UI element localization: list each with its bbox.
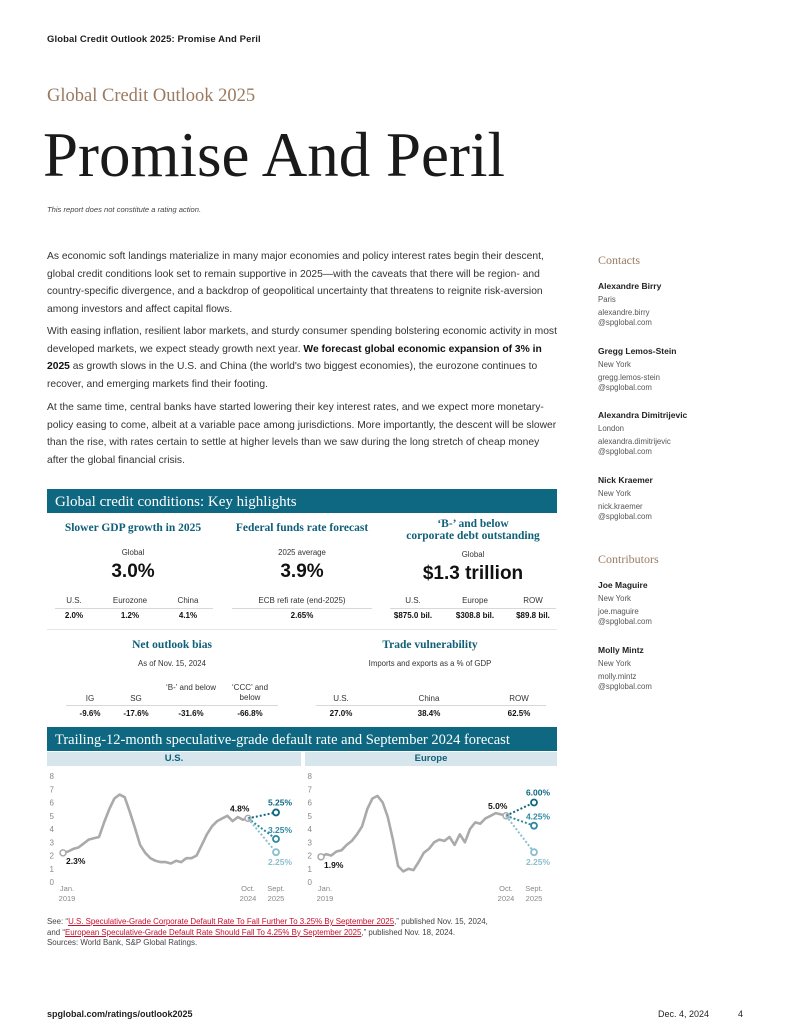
outlook-title: Net outlook bias (132, 639, 212, 651)
link-us-default-report[interactable]: U.S. Speculative-Grade Corporate Default Rate To Fall Further To 3.25% By September 2025 (68, 917, 395, 926)
contact-card (598, 281, 758, 329)
contact-email[interactable]: nick.kraemer (598, 501, 643, 511)
chart-europe (305, 770, 557, 910)
source-notes: See: “U.S. Speculative-Grade Corporate Default Rate To Fall Further To 3.25% By September 2025,” published Nov. 15, 2024, and “European Speculative-Grade Default Rate Should Fall To 4.25% By September 2025,” published Nov. 18, 2024. Sources: World Bank, S&P Global Ratings. (47, 917, 577, 949)
outlook-label: ‘B-’ and below (166, 683, 216, 692)
bdebt-label: U.S. (405, 596, 421, 605)
x-tick-label: 2024 (497, 894, 515, 903)
outlook-label: ‘CCC’ and below (231, 683, 269, 702)
bdebt-value-us: $875.0 bil. (393, 611, 433, 620)
fed-title: Federal funds rate forecast (235, 522, 369, 534)
contacts-heading: Contacts (598, 253, 640, 267)
forecast-point-base (273, 836, 279, 842)
contact-email-domain[interactable]: @spglobal.com (598, 383, 652, 392)
contributor-email[interactable]: joe.maguire (598, 606, 639, 616)
body-paragraph-3: At the same time, central banks have started lowering their key interest rates, and we expect more monetary-policy easing to come, albeit at a variable pace among jurisdictions. More importantly, the descent will be slower than the rise, with rates certain to settle at higher levels than we saw during the long stretch of cheap money after the global financial crisis. (47, 402, 557, 466)
forecast-point-optimistic (273, 849, 279, 855)
contact-name: Nick Kraemer (598, 475, 653, 485)
page-title: Promise And Peril (43, 120, 506, 190)
default-rate-line (321, 796, 506, 872)
gdp-value: 3.0% (111, 561, 155, 582)
chart-us (47, 770, 301, 910)
y-tick-label: 8 (49, 772, 54, 781)
contact-email-domain[interactable]: @spglobal.com (598, 447, 652, 456)
x-tick-label: 2025 (267, 894, 285, 903)
body-paragraph-2: With easing inflation, resilient labor markets, and sturdy consumer spending bolstering economic activity in most developed markets, we expect steady growth next year. We forecast global economic expansion of 3% in 2025 as growth slows in the U.S. and China (the world's two biggest economies), the eurozone continues to recover, and emerging markets find their footing. (47, 326, 557, 390)
forecast-point-base (531, 823, 537, 829)
contributor-name: Molly Mintz (598, 645, 644, 655)
contact-city: Paris (598, 295, 616, 304)
link-europe-default-report[interactable]: European Speculative-Grade Default Rate Should Fall To 4.25% By September 2025 (65, 927, 362, 937)
x-tick-label: Oct. (499, 884, 513, 893)
forecast-label-base: 3.25% (267, 824, 293, 835)
divider (47, 629, 557, 630)
y-tick-label: 5 (49, 811, 54, 821)
trade-value-china: 38.4% (417, 709, 441, 718)
forecast-line-pessimistic (248, 812, 276, 818)
y-tick-label: 5 (307, 811, 312, 821)
trade-label: ROW (509, 694, 529, 703)
bdebt-subtitle: Global (461, 550, 485, 559)
highlights-band: Global credit conditions: Key highlights (47, 489, 557, 513)
bdebt-label: ROW (523, 596, 543, 605)
contributor-card (598, 645, 758, 693)
page-number: 4 (738, 1009, 744, 1019)
forecast-point-optimistic (531, 849, 537, 855)
x-tick-label: Jan. (59, 884, 75, 893)
ecb-label: ECB refi rate (end-2025) (258, 596, 346, 605)
bdebt-block (388, 518, 558, 585)
outlook-subtitle: As of Nov. 15, 2024 (138, 659, 206, 668)
trade-label: U.S. (333, 694, 349, 703)
contact-name: Gregg Lemos-Stein (598, 346, 677, 356)
contact-city: New York (598, 360, 631, 369)
y-tick-label: 3 (49, 838, 54, 848)
trade-value-us: 27.0% (329, 709, 353, 718)
divider (55, 608, 213, 609)
contact-card (598, 346, 758, 394)
fed-value: 3.9% (280, 561, 324, 582)
outlook-label: SG (130, 694, 142, 703)
bdebt-title: ‘B-’ and below (437, 518, 509, 530)
contact-email[interactable]: alexandre.birry (598, 307, 650, 317)
outlook-value-ccc: -66.8% (237, 709, 263, 718)
footer-date: Dec. 4, 2024 (658, 1009, 710, 1019)
x-tick-label: 2019 (316, 894, 334, 903)
contributors-heading: Contributors (598, 552, 659, 566)
contributor-name: Joe Maguire (598, 580, 648, 590)
y-tick-label: 6 (307, 798, 312, 808)
chart-title-europe: Europe (305, 752, 557, 766)
bdebt-value-row: $89.8 bil. (516, 611, 550, 620)
y-tick-label: 2 (307, 851, 312, 861)
contact-card (598, 475, 758, 523)
trade-value-row: 62.5% (507, 709, 531, 718)
x-tick-label: Oct. (241, 884, 255, 893)
trade-subtitle: Imports and exports as a % of GDP (368, 659, 492, 668)
contact-email-domain[interactable]: @spglobal.com (598, 318, 652, 327)
forecast-label-pessimistic: 6.00% (525, 787, 551, 798)
outlook-value-sg: -17.6% (123, 709, 149, 718)
chart-title-us: U.S. (47, 752, 301, 766)
x-tick-label: Sept. (525, 884, 543, 893)
x-tick-label: 2019 (58, 894, 76, 903)
last-value-label: 4.8% (230, 803, 250, 814)
start-value-label: 2.3% (66, 855, 86, 866)
gdp-value-us: 2.0% (64, 611, 84, 620)
y-tick-label: 0 (307, 878, 312, 887)
contact-email-domain[interactable]: @spglobal.com (598, 512, 652, 521)
gdp-value-china: 4.1% (178, 611, 198, 620)
running-header: Global Credit Outlook 2025: Promise And Peril (47, 34, 261, 45)
forecast-point-pessimistic (273, 809, 279, 815)
outlook-value-b: -31.6% (178, 709, 204, 718)
bdebt-title-2: corporate debt outstanding (406, 530, 540, 542)
outlook-block (52, 639, 292, 668)
body-paragraph-1: As economic soft landings materialize in many major economies and policy interest rates begin their descent, global credit conditions look set to remain supportive in 2025—with the caveats that there will be region- and country-specific divergence, and a backdrop of geopolitical uncertainty that threatens to reignite risk-aversion among investors and affect capital flows. (47, 251, 544, 315)
trade-block (300, 639, 560, 668)
y-tick-label: 4 (307, 825, 312, 834)
y-tick-label: 4 (49, 825, 54, 834)
default-rate-line (63, 795, 248, 864)
gdp-label: U.S. (66, 596, 82, 605)
gdp-label: Eurozone (112, 596, 148, 605)
default-rate-band: Trailing-12-month speculative-grade default rate and September 2024 forecast (47, 727, 557, 751)
x-tick-label: 2024 (239, 894, 257, 903)
y-tick-label: 3 (307, 838, 312, 848)
report-kicker: Global Credit Outlook 2025 (47, 86, 256, 106)
gdp-label: China (177, 596, 199, 605)
footer-url[interactable]: spglobal.com/ratings/outlook2025 (47, 1009, 193, 1019)
contact-email[interactable]: gregg.lemos-stein (598, 372, 660, 382)
forecast-label-base: 4.25% (525, 811, 551, 822)
contributor-card (598, 580, 758, 628)
last-value-label: 5.0% (488, 800, 508, 811)
sources-line: Sources: World Bank, S&P Global Ratings. (47, 938, 198, 947)
bdebt-label: Europe (462, 596, 488, 605)
gdp-title: Slower GDP growth in 2025 (64, 522, 202, 534)
forecast-label-optimistic: 2.25% (525, 857, 551, 868)
disclaimer: This report does not constitute a rating action. (47, 205, 202, 214)
outlook-label: IG (85, 694, 95, 703)
contributor-email[interactable]: molly.mintz (598, 671, 637, 681)
y-tick-label: 2 (49, 851, 54, 861)
divider (390, 608, 556, 609)
x-tick-label: Sept. (267, 884, 285, 893)
bdebt-value: $1.3 trillion (422, 563, 524, 584)
y-tick-label: 7 (307, 785, 312, 795)
ecb-value: 2.65% (290, 611, 314, 620)
forecast-label-optimistic: 2.25% (267, 857, 293, 868)
contributor-city: New York (598, 594, 631, 603)
chart-europe-svg (305, 770, 557, 910)
divider (316, 705, 546, 706)
contributor-email-domain[interactable]: @spglobal.com (598, 682, 652, 691)
contact-city: New York (598, 489, 631, 498)
x-tick-label: Jan. (317, 884, 333, 893)
start-value-label: 1.9% (324, 859, 344, 870)
gdp-block (52, 522, 214, 583)
y-tick-label: 7 (49, 785, 54, 795)
fed-subtitle: 2025 average (278, 548, 326, 557)
trade-title: Trade vulnerability (382, 639, 478, 651)
contact-email[interactable]: alexandra.dimitrijevic (598, 436, 671, 446)
forecast-label-pessimistic: 5.25% (267, 797, 293, 808)
contributor-city: New York (598, 659, 631, 668)
gdp-value-eurozone: 1.2% (120, 611, 140, 620)
trade-label: China (418, 694, 440, 703)
gdp-subtitle: Global (121, 548, 145, 557)
contributor-email-domain[interactable]: @spglobal.com (598, 617, 652, 626)
y-tick-label: 6 (49, 798, 54, 808)
y-tick-label: 8 (307, 772, 312, 781)
bdebt-value-europe: $308.8 bil. (455, 611, 495, 620)
contact-name: Alexandra Dimitrijevic (598, 410, 688, 420)
divider (232, 608, 372, 609)
y-tick-label: 0 (49, 878, 54, 887)
contact-name: Alexandre Birry (598, 281, 662, 291)
divider (66, 705, 278, 706)
contact-city: London (598, 424, 625, 433)
chart-us-svg (47, 770, 301, 910)
outlook-value-ig: -9.6% (79, 709, 101, 718)
x-tick-label: 2025 (525, 894, 543, 903)
y-tick-label: 1 (307, 864, 312, 874)
contact-card (598, 410, 758, 458)
fed-block (226, 522, 378, 583)
forecast-point-pessimistic (531, 800, 537, 806)
y-tick-label: 1 (49, 864, 54, 874)
